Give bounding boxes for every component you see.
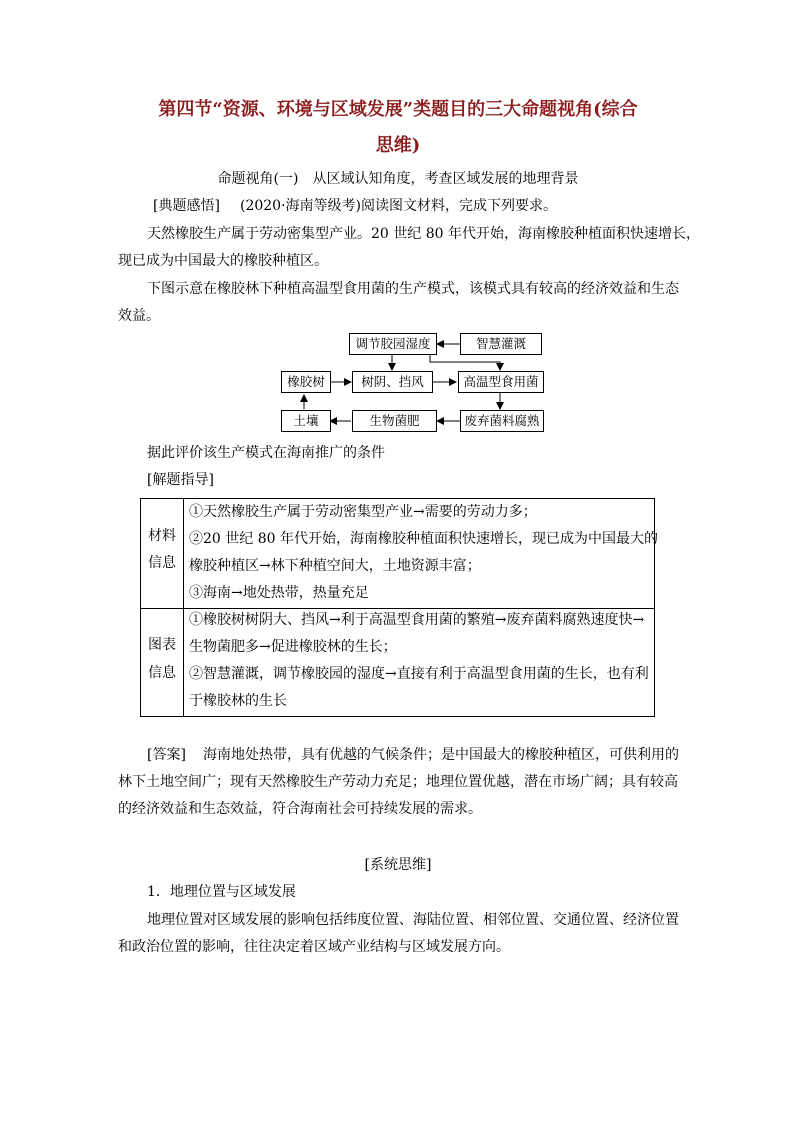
row2-line: ②智慧灌溉，调节橡胶园的湿度→直接有利于高温型食用菌的生长，也有利 bbox=[189, 666, 649, 682]
box-fungus: 高温型食用菌 bbox=[458, 371, 544, 393]
arrow-humidity-to-fungus bbox=[430, 355, 500, 370]
box-soil: 土壤 bbox=[281, 410, 331, 432]
box-shade: 树阴、挡风 bbox=[352, 371, 433, 393]
row1-line: ①天然橡胶生产属于劳动密集型产业→需要的劳动力多； bbox=[189, 504, 537, 520]
question: 据此评价该生产模式在海南推广的条件 bbox=[147, 445, 385, 461]
answer-line-2: 林下土地空间广；现有天然橡胶生产劳动力充足；地理位置优越，潜在市场广阔；具有较高 bbox=[118, 774, 678, 790]
row1-line: ②20 世纪 80 年代开始，海南橡胶种植面积快速增长，现已成为中国最大的 bbox=[189, 531, 658, 547]
row2-line: 生物菌肥多→促进橡胶林的生长； bbox=[189, 639, 397, 655]
row2-header-line1: 图表 bbox=[148, 637, 176, 653]
row1-header-line1: 材料 bbox=[148, 528, 176, 544]
example-source: (2020·海南等级考)阅读图文材料，完成下列要求。 bbox=[240, 198, 558, 214]
box-humidity: 调节胶园湿度 bbox=[349, 333, 437, 355]
answer-label: [答案] bbox=[147, 747, 186, 763]
row2-line: 于橡胶林的生长 bbox=[189, 693, 287, 709]
section-title-line2: 思维) bbox=[375, 135, 421, 156]
row2-header-line2: 信息 bbox=[148, 665, 176, 681]
paragraph-1-line-1: 天然橡胶生产属于劳动密集型产业。20 世纪 80 年代开始，海南橡胶种植面积快速增长， bbox=[147, 226, 700, 242]
answer-line-3: 的经济效益和生态效益，符合海南社会可持续发展的需求。 bbox=[118, 801, 482, 817]
guide-label: [解题指导] bbox=[147, 472, 214, 488]
box-rubber-tree: 橡胶树 bbox=[281, 371, 331, 393]
system-label: [系统思维] bbox=[364, 857, 432, 873]
paragraph-2-line-1: 下图示意在橡胶林下种植高温型食用菌的生产模式，该模式具有较高的经济效益和生态 bbox=[147, 281, 679, 297]
row1-line: ③海南→地处热带，热量充足 bbox=[189, 585, 369, 601]
paragraph-2-line-2: 效益。 bbox=[118, 308, 160, 324]
row1-header-line2: 信息 bbox=[148, 555, 176, 571]
box-waste: 废弃菌料腐熟 bbox=[460, 410, 544, 432]
row2-line: ①橡胶树树阴大、挡风→利于高温型食用菌的繁殖→废弃菌料腐熟速度快→ bbox=[189, 612, 645, 628]
row1-line: 橡胶种植区→林下种植空间大，土地资源丰富； bbox=[189, 558, 481, 574]
paragraph-1-line-2: 现已成为中国最大的橡胶种植区。 bbox=[118, 253, 328, 269]
analysis-table bbox=[140, 498, 658, 717]
system-item-1-line-1: 地理位置对区域发展的影响包括纬度位置、海陆位置、相邻位置、交通位置、经济位置 bbox=[147, 912, 679, 928]
box-irrigation: 智慧灌溉 bbox=[460, 333, 542, 355]
system-item-1-title: 1．地理位置与区域发展 bbox=[147, 884, 296, 900]
answer-line-1: 海南地处热带，具有优越的气候条件；是中国最大的橡胶种植区，可供利用的 bbox=[203, 747, 679, 763]
table-column-divider bbox=[183, 499, 184, 716]
system-item-1-line-2: 和政治位置的影响，往往决定着区域产业结构与区域发展方向。 bbox=[118, 939, 510, 955]
subtitle: 命题视角(一) 从区域认知角度，考查区域发展的地理背景 bbox=[217, 171, 579, 187]
section-title-line1: 第四节“资源、环境与区域发展”类题目的三大命题视角(综合 bbox=[158, 99, 638, 120]
example-label: [典题感悟] bbox=[153, 198, 220, 214]
box-fertilizer: 生物菌肥 bbox=[352, 410, 437, 432]
